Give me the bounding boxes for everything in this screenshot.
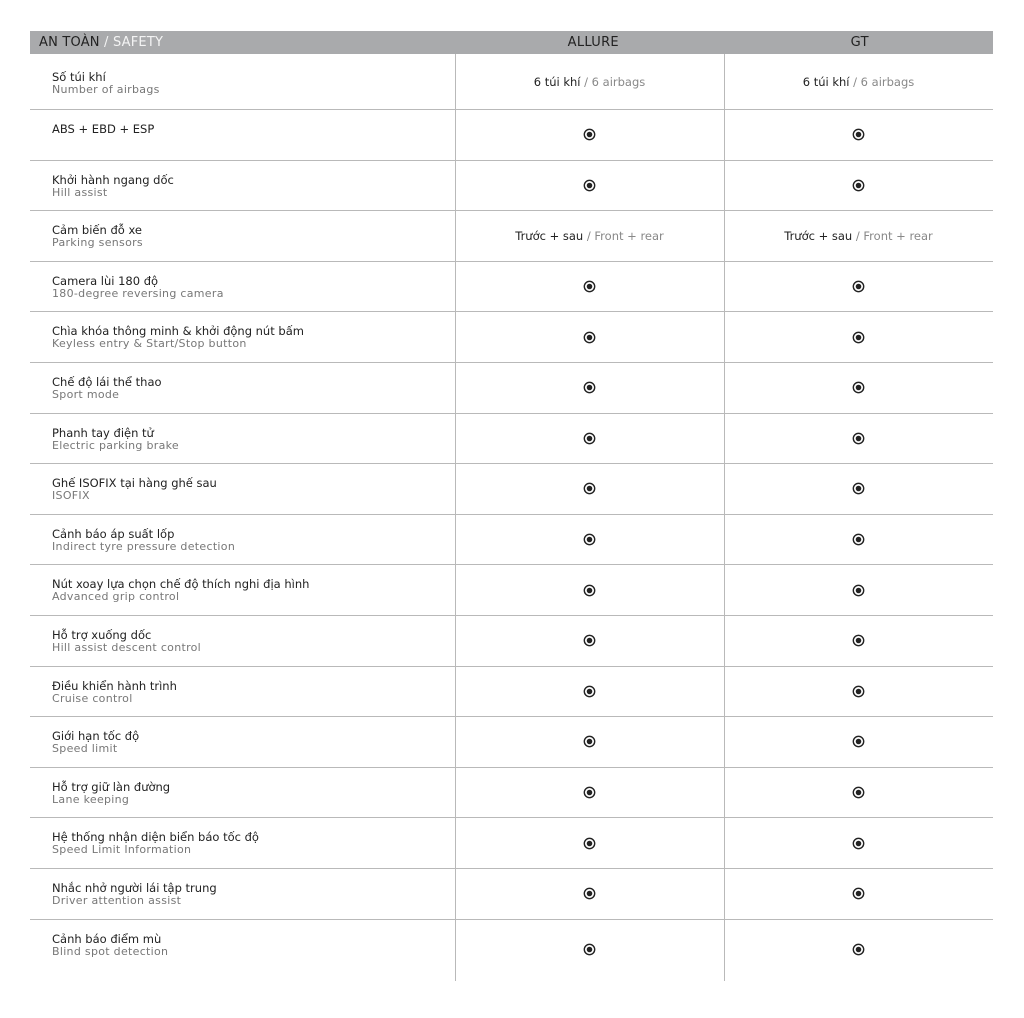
feature-name-vi: Cảnh báo áp suất lốp (52, 526, 175, 541)
header-category-en: SAFETY (112, 35, 164, 50)
filled-circle-icon (852, 533, 865, 546)
header-category-separator: / (99, 35, 113, 50)
value-cell-allure (455, 565, 724, 615)
value-vi: 6 túi khí (802, 74, 850, 89)
value-cell-gt (724, 262, 993, 312)
feature-name-vi: Camera lùi 180 độ (52, 273, 159, 288)
value-cell-gt (724, 768, 993, 818)
feature-name-en: ISOFIX (52, 489, 90, 503)
value-cell-allure (455, 110, 724, 160)
filled-circle-icon (583, 786, 596, 799)
feature-name-vi: Cảnh báo điểm mù (52, 931, 162, 946)
feature-label (30, 161, 455, 211)
header-category (30, 35, 460, 50)
feature-name-en: Speed limit (52, 742, 118, 756)
value-en: 6 airbags (860, 74, 915, 89)
feature-name-en: Indirect tyre pressure detection (52, 539, 236, 553)
feature-name-vi: Hỗ trợ xuống dốc (52, 627, 152, 642)
table-row (30, 161, 993, 212)
feature-name-en: Hill assist (52, 185, 108, 199)
table-row (30, 768, 993, 819)
value-cell-allure (455, 262, 724, 312)
feature-label (30, 414, 455, 464)
feature-name-en: Cruise control (52, 691, 133, 705)
value-cell-gt (724, 54, 993, 109)
feature-name-vi: Khởi hành ngang dốc (52, 172, 174, 187)
value-separator: / (583, 228, 595, 243)
value-en: Front + rear (594, 228, 664, 243)
feature-label (30, 363, 455, 413)
filled-circle-icon (583, 533, 596, 546)
table-row (30, 565, 993, 616)
filled-circle-icon (852, 634, 865, 647)
table-row (30, 312, 993, 363)
table-header (30, 31, 993, 54)
table-row (30, 717, 993, 768)
value-cell-allure (455, 616, 724, 666)
value-cell-allure (455, 414, 724, 464)
value-cell-allure (455, 869, 724, 919)
filled-circle-icon (583, 128, 596, 141)
table-row (30, 54, 993, 110)
feature-name-en: Driver attention assist (52, 893, 182, 907)
value-cell-allure (455, 768, 724, 818)
filled-circle-icon (852, 331, 865, 344)
feature-name-en: Speed Limit Information (52, 843, 192, 857)
value-cell-gt (724, 161, 993, 211)
filled-circle-icon (852, 837, 865, 850)
feature-name-vi: Giới hạn tốc độ (52, 729, 140, 744)
table-body (30, 54, 993, 980)
feature-label (30, 54, 455, 109)
filled-circle-icon (583, 432, 596, 445)
filled-circle-icon (583, 179, 596, 192)
value-vi: 6 túi khí (533, 74, 581, 89)
feature-label (30, 312, 455, 362)
column-divider-2 (724, 54, 725, 981)
feature-name-vi: Số túi khí (52, 70, 106, 84)
feature-name-en: Advanced grip control (52, 590, 180, 604)
feature-label (30, 818, 455, 868)
table-row (30, 920, 993, 980)
filled-circle-icon (583, 887, 596, 900)
value-cell-allure (455, 211, 724, 261)
value-vi: Trước + sau (784, 228, 853, 243)
filled-circle-icon (583, 584, 596, 597)
table-row (30, 110, 993, 161)
value-en: Front + rear (863, 228, 933, 243)
filled-circle-icon (852, 280, 865, 293)
feature-name-vi: ABS + EBD + ESP (52, 122, 155, 136)
filled-circle-icon (583, 381, 596, 394)
filled-circle-icon (852, 179, 865, 192)
value-cell-allure (455, 363, 724, 413)
value-cell-allure (455, 464, 724, 514)
table-row (30, 262, 993, 313)
filled-circle-icon (852, 735, 865, 748)
filled-circle-icon (583, 735, 596, 748)
feature-name-en: Parking sensors (52, 236, 143, 250)
feature-name-en: Number of airbags (52, 83, 160, 96)
value-cell-allure (455, 161, 724, 211)
feature-name-en: Hill assist descent control (52, 640, 202, 654)
value-cell-allure (455, 54, 724, 109)
table-row (30, 869, 993, 920)
filled-circle-icon (852, 381, 865, 394)
filled-circle-icon (583, 280, 596, 293)
value-cell-allure (455, 667, 724, 717)
value-cell-allure (455, 515, 724, 565)
value-separator: / (852, 228, 864, 243)
filled-circle-icon (583, 837, 596, 850)
filled-circle-icon (852, 685, 865, 698)
value-cell-allure (455, 717, 724, 767)
value-cell-allure (455, 312, 724, 362)
feature-name-vi: Điều khiển hành trình (52, 678, 177, 693)
value-cell-gt (724, 717, 993, 767)
value-cell-gt (724, 515, 993, 565)
filled-circle-icon (852, 584, 865, 597)
feature-label (30, 565, 455, 615)
feature-name-vi: Ghế ISOFIX tại hàng ghế sau (52, 476, 217, 491)
feature-name-vi: Phanh tay điện tử (52, 425, 154, 440)
value-separator: / (849, 74, 861, 89)
feature-label (30, 717, 455, 767)
value-separator: / (580, 74, 592, 89)
feature-label (30, 768, 455, 818)
feature-label (30, 211, 455, 261)
value-en: 6 airbags (591, 74, 646, 89)
filled-circle-icon (852, 943, 865, 956)
filled-circle-icon (583, 634, 596, 647)
filled-circle-icon (583, 685, 596, 698)
header-col-allure: ALLURE (567, 35, 619, 50)
feature-name-vi: Cảm biến đỗ xe (52, 223, 142, 238)
value-cell-gt (724, 363, 993, 413)
header-category-vi: AN TOÀN (39, 35, 100, 50)
feature-label (30, 920, 455, 980)
value-cell-gt (724, 312, 993, 362)
value-cell-gt (724, 110, 993, 160)
value-vi: Trước + sau (515, 228, 584, 243)
filled-circle-icon (852, 786, 865, 799)
feature-name-en: Sport mode (52, 387, 120, 401)
filled-circle-icon (852, 432, 865, 445)
feature-name-vi: Chìa khóa thông minh & khởi động nút bấm (52, 324, 304, 339)
value-cell-allure (455, 920, 724, 980)
table-row (30, 818, 993, 869)
feature-label (30, 464, 455, 514)
filled-circle-icon (852, 482, 865, 495)
feature-label (30, 667, 455, 717)
filled-circle-icon (852, 128, 865, 141)
value-cell-gt (724, 414, 993, 464)
value-cell-gt (724, 920, 993, 980)
table-row (30, 616, 993, 667)
feature-name-en: Electric parking brake (52, 438, 179, 452)
feature-label (30, 110, 455, 160)
feature-name-en: 180-degree reversing camera (52, 286, 224, 300)
feature-label (30, 616, 455, 666)
table-row (30, 211, 993, 262)
filled-circle-icon (852, 887, 865, 900)
filled-circle-icon (583, 943, 596, 956)
column-divider-1 (455, 54, 456, 981)
value-cell-gt (724, 869, 993, 919)
table-row (30, 414, 993, 465)
value-cell-gt (724, 211, 993, 261)
feature-name-vi: Nút xoay lựa chọn chế độ thích nghi địa hình (52, 577, 310, 592)
feature-name-vi: Chế độ lái thể thao (52, 374, 162, 389)
table-row (30, 515, 993, 566)
feature-name-vi: Hỗ trợ giữ làn đường (52, 779, 171, 794)
feature-name-vi: Hệ thống nhận diện biển báo tốc độ (52, 830, 259, 845)
value-cell-gt (724, 565, 993, 615)
safety-spec-table (30, 31, 993, 980)
table-row (30, 464, 993, 515)
feature-label (30, 262, 455, 312)
table-row (30, 363, 993, 414)
feature-name-en: Lane keeping (52, 792, 130, 806)
feature-name-vi: Nhắc nhở người lái tập trung (52, 880, 217, 895)
feature-name-en: Blind spot detection (52, 944, 169, 958)
feature-label (30, 869, 455, 919)
feature-name-en: Keyless entry & Start/Stop button (52, 337, 247, 351)
feature-label (30, 515, 455, 565)
filled-circle-icon (583, 482, 596, 495)
filled-circle-icon (583, 331, 596, 344)
value-cell-gt (724, 667, 993, 717)
value-cell-gt (724, 616, 993, 666)
value-cell-gt (724, 464, 993, 514)
table-row (30, 667, 993, 718)
value-cell-allure (455, 818, 724, 868)
header-col-gt: GT (850, 35, 869, 50)
value-cell-gt (724, 818, 993, 868)
